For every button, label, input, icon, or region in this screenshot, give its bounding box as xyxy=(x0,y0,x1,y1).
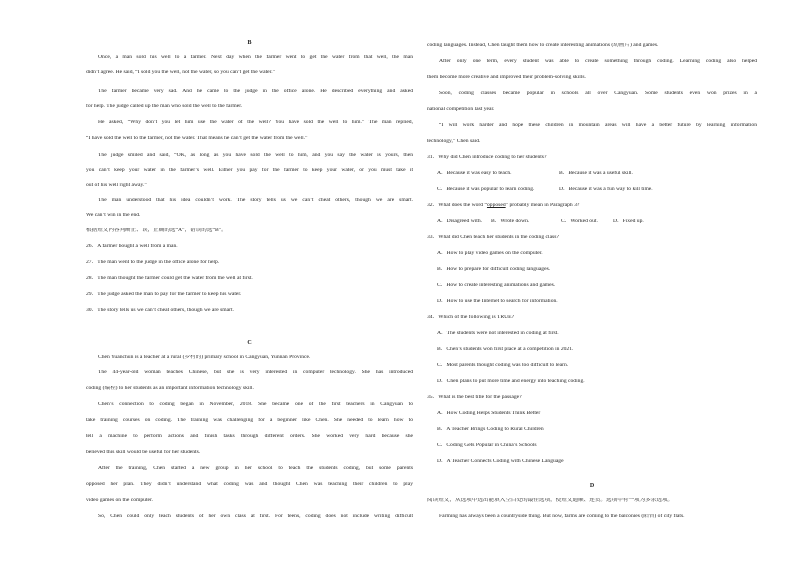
b-paragraph-line: We can’t win in the end. xyxy=(86,213,141,218)
question-32-options-row xyxy=(427,219,757,225)
d-paragraph-line: Farming has always been a countryside thing. But now, farms are coming to the balconies (阳台) of city flats. xyxy=(439,514,685,519)
c-continued-line: national competition last year. xyxy=(427,107,495,112)
c-paragraph-line: believed this skill would be useful for her students. xyxy=(86,450,201,455)
option-a: A．Because it was easy to teach. xyxy=(437,171,512,176)
c-continued-line: technology,” Chen said. xyxy=(427,139,481,144)
option-b: B．A Teacher Brings Coding to Rural Children xyxy=(437,427,544,432)
option-a: A．Disagreed with. xyxy=(437,219,483,224)
option-c: C．Coding Gets Popular in China’s Schools xyxy=(437,443,537,448)
question-26: 26．A farmer bought a well from a man. xyxy=(86,244,178,249)
c-paragraph-line: video games on the computer. xyxy=(86,498,153,503)
b-paragraph-line: “I have sold the well to the farmer, not the water. That means he can’t get the water from the well.” xyxy=(86,136,308,141)
question-33: 33．What did Chen teach her students in the coding class? xyxy=(427,235,559,240)
section-b-heading: B xyxy=(247,40,252,46)
c-paragraph-line: Chen Yuanchun is a teacher at a rural (乡村的) primary school in Cangyuan, Yunnan Province. xyxy=(98,355,311,360)
c-paragraph-line: opposed her plan. They didn’t understand what coding was and thought Chen was teaching their children to play xyxy=(86,482,413,487)
c-paragraph-line: tell a machine to perform actions and finish tasks through different orders. She worked very hard because she xyxy=(86,434,413,439)
c-paragraph-line: The 44-year-old woman teaches Chinese, but she is very interested in computer technology. She has introduced xyxy=(98,370,413,375)
question-31: 31．Why did Chen introduce coding to her students? xyxy=(427,155,547,160)
b-paragraph-line: didn’t agree. He said, “I sold you the well, not the water, so you can’t get the water.” xyxy=(86,70,276,75)
c-paragraph-line: take training courses on coding. The training was challenging for a beginner like Chen. She needed to learn how to xyxy=(86,418,413,423)
option-d: D．How to use the Internet to search for information. xyxy=(437,299,558,304)
c-continued-line: After only one term, every student was able to create something through coding. Learning coding also helped xyxy=(439,59,757,64)
question-32: 32．What does the word “opposed” probably mean in Paragraph 3? xyxy=(427,203,580,208)
b-paragraph-line: you can’t keep your water in the farmer’s well. Either you pay for the farmer to keep your water, or you must take it xyxy=(86,168,413,173)
question-27: 27．The man went to the judge in the office alone for help. xyxy=(86,260,220,265)
option-d: D．Chen plans to put more time and energy into teaching coding. xyxy=(437,379,585,384)
c-continued-line: “I will work harder and hope these children in mountain areas will have a better future by learning information xyxy=(439,123,757,128)
option-c: C．Because it was popular to learn coding. xyxy=(437,187,535,192)
c-paragraph-line: So, Chen could only teach students of her own class at first. For teens, coding does not include writing difficult xyxy=(98,514,413,519)
b-instruction: 根据短文内容判断正、误，正确的选“A”，错误的选“B”。 xyxy=(86,228,227,233)
d-instruction: 阅读短文，从选项中选出能填入空白处的最佳选项，使短文通顺、连贯。选项中有一项为多余选项。 xyxy=(427,498,674,503)
option-d: D．Fixed up. xyxy=(613,219,644,224)
c-continued-line: them become more creative and improved their problem-solving skills. xyxy=(427,75,586,80)
question-31-options-row xyxy=(427,171,757,177)
option-b: B．How to prepare for difficult coding languages. xyxy=(437,267,551,272)
option-d: D．A Teacher Connects Coding with Chinese Language xyxy=(437,459,564,464)
section-d-heading: D xyxy=(589,483,595,489)
option-c: C．Most parents thought coding was too difficult to learn. xyxy=(437,363,569,368)
option-a: A．How to play video games on the computer. xyxy=(437,251,543,256)
b-paragraph-line: The man understood that his idea couldn’t work. The story tells us we can’t cheat others, though we are smart. xyxy=(98,198,413,203)
b-paragraph-line: out of his well right away.” xyxy=(86,183,147,188)
c-paragraph-line: coding (编程) to her students as an important information technology skill. xyxy=(86,386,254,391)
b-paragraph-line: He asked, “Why don’t you let him use the water of the well? You have sold the well to him.” The man replied, xyxy=(98,120,413,125)
section-c-heading: C xyxy=(247,340,252,346)
question-34: 34．Which of the following is TRUE? xyxy=(427,315,515,320)
option-c: C．How to create interesting animations and games. xyxy=(437,283,556,288)
question-30: 30．The story tells us we can’t cheat others, though we are smart. xyxy=(86,308,234,313)
b-paragraph-line: for help. The judge called up the man who sold the well to the farmer. xyxy=(86,104,243,109)
underlined-word: opposed xyxy=(486,203,506,208)
option-b: B．Because it was a useful skill. xyxy=(559,171,633,176)
c-continued-line: coding languages. Instead, Chen taught them how to create interesting animations (动画片) and games. xyxy=(427,43,659,48)
option-b: B．Wrote down. xyxy=(491,219,530,224)
question-35: 35．What is the best title for the passage? xyxy=(427,395,522,400)
question-31-options-row xyxy=(427,187,757,193)
b-paragraph-line: Once, a man sold his well to a farmer. Next day when the farmer went to get the water from that well, the man xyxy=(98,55,413,60)
b-paragraph-line: The judge smiled and said, “OK, as long as you have sold the well to him, and you say the water is yours, then xyxy=(98,153,413,158)
option-a: A．How Coding Helps Students Think Better xyxy=(437,411,541,416)
option-b: B．Chen’s students won first place at a competition in 2021. xyxy=(437,347,574,352)
c-paragraph-line: Chen’s connection to coding began in November, 2018. She became one of the first teachers in Cangyuan to xyxy=(98,402,413,407)
b-paragraph-line: The farmer became very sad. And he came to the judge in the office alone. He described everything and asked xyxy=(98,89,413,94)
c-paragraph-line: After the training, Chen started a new group in her school to teach the students coding, but some parents xyxy=(98,466,413,471)
option-d: D．Because it was a fun way to kill time. xyxy=(559,187,653,192)
option-a: A．The students were not interested in coding at first. xyxy=(437,331,559,336)
c-continued-line: Soon, coding classes became popular in schools all over Cangyuan. Some students even won prizes in a xyxy=(439,91,757,96)
option-c: C．Worked out. xyxy=(561,219,598,224)
question-28: 28．The man thought the farmer could get the water from the well at first. xyxy=(86,276,253,281)
question-29: 29．The judge asked the man to pay for the farmer to keep his water. xyxy=(86,292,242,297)
